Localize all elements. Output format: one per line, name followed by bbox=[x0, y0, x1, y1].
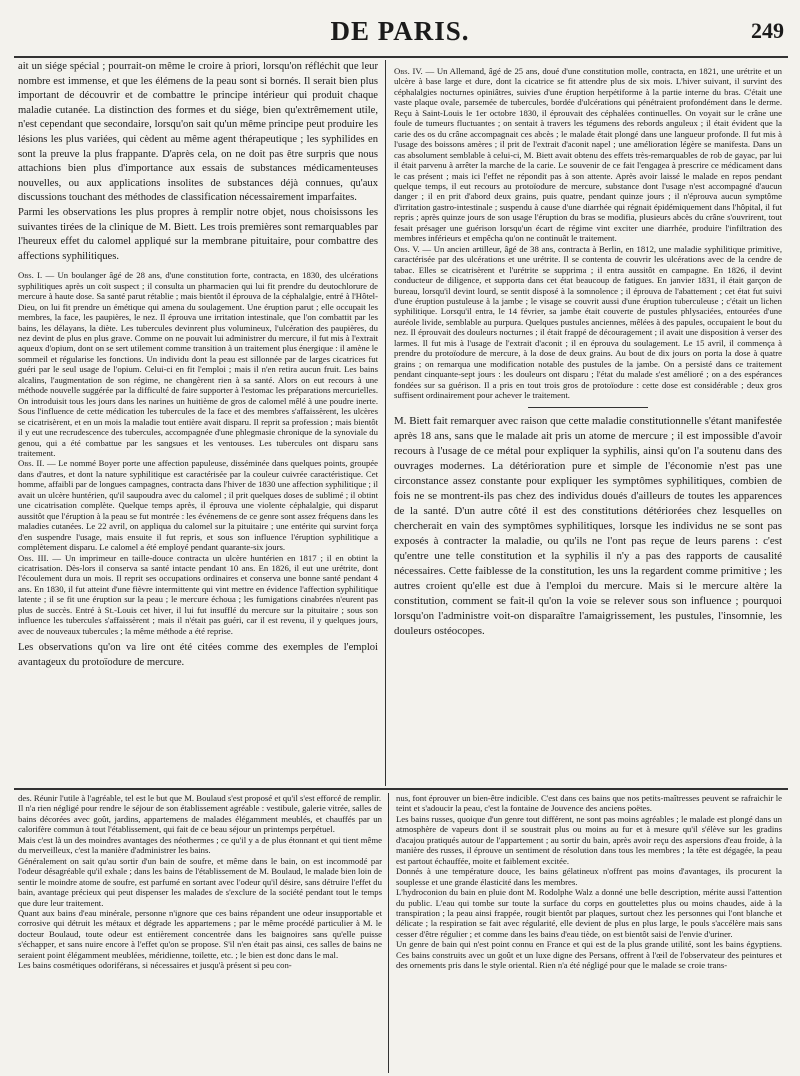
observation-2-text: — Le nommé Boyer porte une affection papuleuse, disséminée dans quelques points, groupée dans d'autres, et dont la nature syphilitique est caractérisée par la couleur cuivrée caractéristique. Cet homme, affaibli par de longues campagnes, contracta dans l'hiver de 1830 une affection syphilitique ; il avait un ulcère huntérien, qu'il saupoudra avec du calomel ; il prit quelques doses de sublimé ; il obtint une cicatrisation complète. Quelque temps après, il éprouva une violente céphalalgie, qui disparut aussitôt que l'éruption à la peau se fut montrée : les événemens de ce genre sont assez fréquens dans les maladies cutanées. Le 22 avril, on appliqua du calomel sur la pituitaire ; une entérite qui survint força d'en suspendre l'usage, mais ensuite il fut repris, et sous son influence l'éruption syphilitique a complètement disparu. Le calomel a été employé pendant quarante-six jours. bbox=[18, 458, 378, 553]
page-header bbox=[0, 14, 800, 54]
feuilleton-rule bbox=[14, 788, 788, 790]
biett-commentary: M. Biett fait remarquer avec raison que cette maladie constitutionnelle s'étant manifestée après 18 ans, sans que le malade ait pris un atome de mercure ; il est impossible d'avoir recours à l'usage de ce métal pour expliquer la syphilis, ainsi qu'on l'a soutenu dans des ouvrages modernes. La détérioration pure et simple de l'économie n'est pas une circonstance assez constante pour expliquer les symptômes syphilitiques, combien de fois ne se montrent-ils pas chez des individus doués d'ailleurs de toutes les apparences de la santé. D'un autre côté il est des constitutions détériorées chez lesquelles on chercherait en vain des symptômes syphilitiques, lorsque les individus ne se sont pas exposés à contracter la maladie, ou qu'ils ne l'ont pas reçue de leurs parens : c'est qu'entre une telle constitution et la syphilis il n'y a pas des rapports de causalité nécessaires. Cette faiblesse de la constitution, les uns la regardent comme primitive ; les autres croient qu'elle est due à l'emploi du mercure. Mais si le mercure altère la constitution, comment se fait-il qu'on la voie se relever sous son influence ; pourquoi lorsqu'on l'administre voit-on disparaître l'amaigrissement, les pustules, l'insomnie, les douleurs ostéocopes. bbox=[394, 414, 782, 637]
bottom-column-divider bbox=[388, 793, 389, 1073]
observation-1-text: — Un boulanger âgé de 28 ans, d'une constitution forte, contracta, en 1830, des ulcérations syphilitiques après un coït suspect ; il consulta un pharmacien qui lui fit prendre du deutochlorure de mercure à haute dose. Sa santé parut rétablie ; mais bientôt il éprouva de la céphalalgie, entré à l'Hôtel-Dieu, on lui fit prendre un émétique qui amena du soulagement. Une éruption parut ; elle occupait les membres, la face, les paupières, le nez. Il éprouva une irritation intestinale, que l'on combattit par les bains, les délayans, la diète. Les tubercules devinrent plus volumineux, l'ulcération des paupières, du nez devint de plus en plus grave. Comme on ne pouvait lui administrer du mercure, il fut mis à l'extrait aqueux d'opium, dont on se sert utilement comme transition à un traitement plus énergique : il amène le sommeil et régularise les fonctions. Un individu dont la peau est sillonnée par de larges cicatrices fut guéri par le seul usage de l'opium. Celui-ci en fit l'emploi ; mais il n'en retira aucun fruit. Les bains alcalins, l'augmentation de son régime, ne changèrent rien à sa santé. Alors on eut recours à une méthode nouvelle suggérée par la difficulté de faire supporter à l'estomac les préparations mercurielles. On introduisit tous les jours dans les narines un huitième de gros de calomel mêlé à une poudre inerte. Sous l'influence de cette médication les tubercules de la face et des membres s'affaissèrent, les ulcères se cicatrisèrent, et en un mois la maladie tout entière avait disparu. Il reprit sa profession ; mais bientôt il y eut une recrudescence des tubercules, accompagnée d'une phlegmasie chronique de la synoviale du genou, qui a été combattue par les sangsues et les ventouses. Les tubercules ont disparu sans traitement. bbox=[18, 270, 378, 459]
baths-paragraph-5: Quant aux bains d'eau minérale, personne n'ignore que ces bains répandent une odeur insupportable et corrosive qui détruit les métaux et dégrade les appartemens ; par le même procédé particulier à M. le docteur Boulaud, toute odeur est entièrement concentrée dans les baignoires sans qu'elle puisse s'échapper, et sans nuire encore à l'effet qu'on se propose. S'il n'en était pas ainsi, ces salles de bains ne seraient point élégamment meublées, méridienne, toilette, etc. ; le bien est donc dans le mal. bbox=[18, 907, 382, 960]
bottom-left-column bbox=[18, 793, 382, 1073]
observation-1 bbox=[18, 270, 378, 458]
baths-paragraph-9: Donnés à une température douce, les bains gélatineux n'offrent pas moins d'avantages, ils procurent la souplesse et une grande élasticité dans les membres. bbox=[396, 866, 782, 887]
baths-paragraph-2: Il n'a rien négligé pour rendre le séjour de son établissement agréable : vestibule, galerie vitrée, salles de bains décorées avec goût, jardins, appartemens de malades élégamment meublés, et chauffés par un calorifère commun à tout l'établissement, qui fait de ce beau séjour un printemps perpétuel. bbox=[18, 803, 382, 835]
observation-4 bbox=[394, 66, 782, 244]
observation-5-text: — Un ancien artilleur, âgé de 38 ans, contracta à Berlin, en 1812, une maladie syphilitique primitive, caractérisée par des ulcérations et une urétrite. Il se contenta de couvrir les ulcérations avec de la cendre de tabac. Elles se cicatrisèrent et l'urétrite se supprima ; il entra aussitôt en campagne. En 1826, il devint conducteur de diligence, et supporta dans cet état beaucoup de fatigues. En janvier 1831, il était garçon de bureau, lorsqu'il devint lourd, se sentit disposé à la somnolence ; il éprouva de l'abattement ; cet état fut suivi d'une éruption pustuleuse à la jambe ; le visage se couvrit aussi d'une éruption tuberculeuse ; c'était un lichen syphilitique. Lorsqu'il entra, le 14 février, sa jambe était couverte de pustules phlysaciées, entourées d'une auréole livide, semblable au purpura. Quelques pustules anciennes, mêlées à des papules, occupaient le bout du nez. Il éprouvait des douleurs nocturnes ; il était frappé de découragement ; il avait une disposition à verser des larmes. Il fut mis à l'usage de l'extrait d'aconit ; il en éprouva du soulagement. Le 15 avril, il commença à prendre du protoïodure de mercure, à la dose de deux grains. Au bout de dix jours on porta la dose à quatre grains ; on remarqua une modification notable des pustules de la jambe. On a persisté dans ce traitement pendant cinquante-sept jours : les douleurs ont disparu ; l'état du malade s'est amélioré ; on a des espérances fondées sur sa guérison. Il a pris en tout trois gros de protoïodure : cette dose est considérable ; deux gros suffisent ordinairement pour achever le traitement. bbox=[394, 243, 782, 401]
observation-4-label: Obs. IV. bbox=[394, 66, 423, 76]
observation-1-label: Obs. I. bbox=[18, 270, 43, 281]
closing-paragraph: Les observations qu'on va lire ont été citées comme des exemples de l'emploi avantageux du protoïodure de mercure. bbox=[18, 642, 378, 668]
bottom-right-column bbox=[396, 793, 782, 1073]
baths-paragraph-6: Les bains cosmétiques odoriférans, si nécessaires et jusqu'à présent si peu con- bbox=[18, 960, 292, 971]
page-number: 249 bbox=[751, 18, 784, 43]
observation-3-text: — Un imprimeur en taille-douce contracta un ulcère huntérien en 1817 ; il en obtint la cicatrisation. Dès-lors il conserva sa santé intacte pendant 10 ans. En 1826, il eut une urétrite, dont l'écoulement dura un mois. Il reprit ses occupations ordinaires et conserva une bonne santé pendant 4 ans. En 1830, il fut atteint d'une fièvre intermittente qui vint mettre en évidence l'affection syphilitique latente ; il se fit une éruption sur la peau ; le mercure échoua ; les fumigations cinabrées n'eurent pas plus de succès. Entré à St.-Louis cet hiver, il lui fut insufflé du mercure sur la pituitaire ; sous son influence les tubercules s'affaissèrent ; mais il n'était pas guéri, car il est revenu, il y quelques jours, avec de nouveaux tubercules ; la même méthode a été reprise. bbox=[18, 552, 378, 636]
baths-paragraph-4: Généralement on sait qu'au sortir d'un bain de soufre, et même dans le bain, on est incommodé par l'odeur désagréable qu'il exhale ; dans les bains de l'établissement de M. Boulaud, le malade bien loin de sentir le moindre atome de soufre, est parfumé en sortant avec l'odeur qu'il désire, sans détruire l'effet du bain, avantage précieux qui peut dispenser les malades de s'exclure de la société pendant tout le temps que dure leur traitement. bbox=[18, 855, 382, 908]
baths-paragraph-11: Un genre de bain qui n'est point connu en France et qui est de la plus grande utilité, sont les bains égyptiens. Ces bains construits avec un goût et un luxe digne des Persans, offrent à l'œil de l'observateur des peintures et des ornements pris dans le style oriental. Rien n'a été négligé pour que le malade se croie trans- bbox=[396, 939, 782, 971]
section-rule bbox=[528, 407, 648, 408]
baths-paragraph-1: des. Réunir l'utile à l'agréable, tel est le but que M. Boulaud s'est proposé et qu'il s'est efforcé de remplir. bbox=[18, 793, 382, 803]
observation-5-label: Obs. V. bbox=[394, 243, 420, 254]
header-rule bbox=[14, 56, 788, 58]
observation-5 bbox=[394, 244, 782, 401]
baths-paragraph-3: Mais c'est là un des moindres avantages des néothermes ; ce qu'il y a de plus étonnant et qui tient même du merveilleux, c'est la manière d'administrer les bains. bbox=[18, 834, 382, 856]
observation-2-label: Obs. II. bbox=[18, 458, 45, 469]
selection-paragraph: Parmi les observations les plus propres à remplir notre objet, nous choisissons les suivantes tirées de la clinique de M. Biett. Les trois premières sont remarquables par l'heureux effet du calomel appliqué sur la membrane pituitaire, pour combattre des affections syphilitiques. bbox=[18, 206, 378, 262]
observation-4-text: — Un Allemand, âgé de 25 ans, doué d'une constitution molle, contracta, en 1821, une urétrite et un ulcère à base large et dure, dont la cicatrice se fit attendre plus de six mois. L'hiver suivant, il survint des céphalalgies nocturnes opiniâtres, suivies d'une éruption herpétiforme à la partie interne du bras. C'était une vaste plaque ovale, parsemée de tubercules, bordée d'ulcérations qui pénétraient profondément dans le derme. Reçu à Saint-Louis le 1er octobre 1830, il éprouvait des céphalées continuelles. On voyait sur le crâne une foule de tumeurs fluctuantes ; on sentait à travers les tégumens des rebords anguleux ; il était évident que la carie des os du crâne accompagnait ces abcès ; le malade était plongé dans une langueur profonde. Il fut mis à l'usage des boissons amères ; il prit de l'extrait d'aconit napel ; une amélioration légère se manifesta. Dans un cas absolument semblable à celui-ci, M. Biett avait obtenu des effets très-remarquables de rob de gayac, par lui il était parvenu à arrêter la marche de la carie. Le souvenir de ce fait l'engagea à prescrire ce médicament dans le cas présent ; mais ici l'effet ne répondit pas à son attente. Après avoir laissé le malade en repos pendant quelque temps, il eut recours au protoïodure de mercure, substance dont l'usage n'est accompagné d'aucun danger ; il en prit d'abord deux grains, puis quatre, pendant quinze jours ; il n'éprouva aucun symptôme d'irritation gastro-intestinale ; suspendu à cause d'une diarrhée qui régnait épidémiquement dans l'hôpital, il fut repris ; après quinze jours de son usage l'éruption du bras se modifia, plusieurs abcès du crâne s'ouvrirent, tout fesait présager une guérison lorsqu'un écart de régime vint exciter une diarrhée, produire l'infiltration des membres inférieurs et empêcha qu'on ne continuât le traitement. bbox=[394, 66, 782, 244]
right-column bbox=[394, 66, 782, 780]
left-column bbox=[18, 60, 378, 780]
intro-paragraph: ait un siége spécial ; pourrait-on même le croire à priori, lorsqu'on réfléchit que leur nombre est immense, et que les élémens de la peau sont si bornés. Il serait bien plus important de découvrir et de combattre le principe intérieur qui produit chaque maladie cutanée. La distinction des formes et du siége, bien qu'extrêmement utile, n'est cependant que secondaire, lorsqu'on sait qu'un même principe peut produire les lésions les plus variées, qui cèdent au même agent thérapeutique ; les syphilides en sont la preuve la plus frappante. D'après cela, on ne doit pas être surpris que nous attachions bien plus d'importance aux essais de substances médicamenteuses nouvelles, ou aux applications insolites de substances déjà connues, qu'aux discussions touchant des méthodes de classification nécessairement imparfaites. bbox=[18, 61, 378, 204]
baths-paragraph-10: L'hydroconion du bain en pluie dont M. Rodolphe Walz a donné une belle description, mérite aussi l'attention du public. L'eau qui tombe sur toute la surface du corps en gouttelettes plus ou moins chaudes, aide à la transpiration ; la peau ainsi frappée, rougit bientôt par plaques, surtout chez les personnes qui l'ont blanche et délicate ; la respiration se fait avec régularité, elle devient de plus en plus large, le pouls s'accélère mais sans cesser d'être régulier ; et comme dans les bains d'eau tiède, on est bientôt saisi de l'envie d'uriner. bbox=[396, 887, 782, 939]
observation-3-label: Obs. III. bbox=[18, 552, 49, 563]
column-divider bbox=[385, 60, 386, 786]
observation-2 bbox=[18, 458, 378, 552]
baths-paragraph-7: nus, font éprouver un bien-être indicible. C'est dans ces bains que nos petits-maîtresses peuvent se rafraichir le teint et s'adoucir la peau, c'est la fontaine de Jouvence des anciens poëtes. bbox=[396, 793, 782, 814]
page-title: DE PARIS. bbox=[330, 16, 470, 46]
baths-paragraph-8: Les bains russes, quoique d'un genre tout différent, ne sont pas moins agréables ; le malade est plongé dans un atmosphère de vapeurs dont il se soustrait plus ou moins au fur et à mesure qu'il s'élève sur les gradins d'acajou pratiqués autour de l'appartement ; au sortir du bain, après avoir reçu des aspersions d'eau froide, à la manière des russes, il éprouve un sentiment de résolution dans tous les membres ; la tête est dégagée, la peau est partout échauffée, moite et faiblement excitée. bbox=[396, 813, 782, 866]
observation-3 bbox=[18, 553, 378, 637]
